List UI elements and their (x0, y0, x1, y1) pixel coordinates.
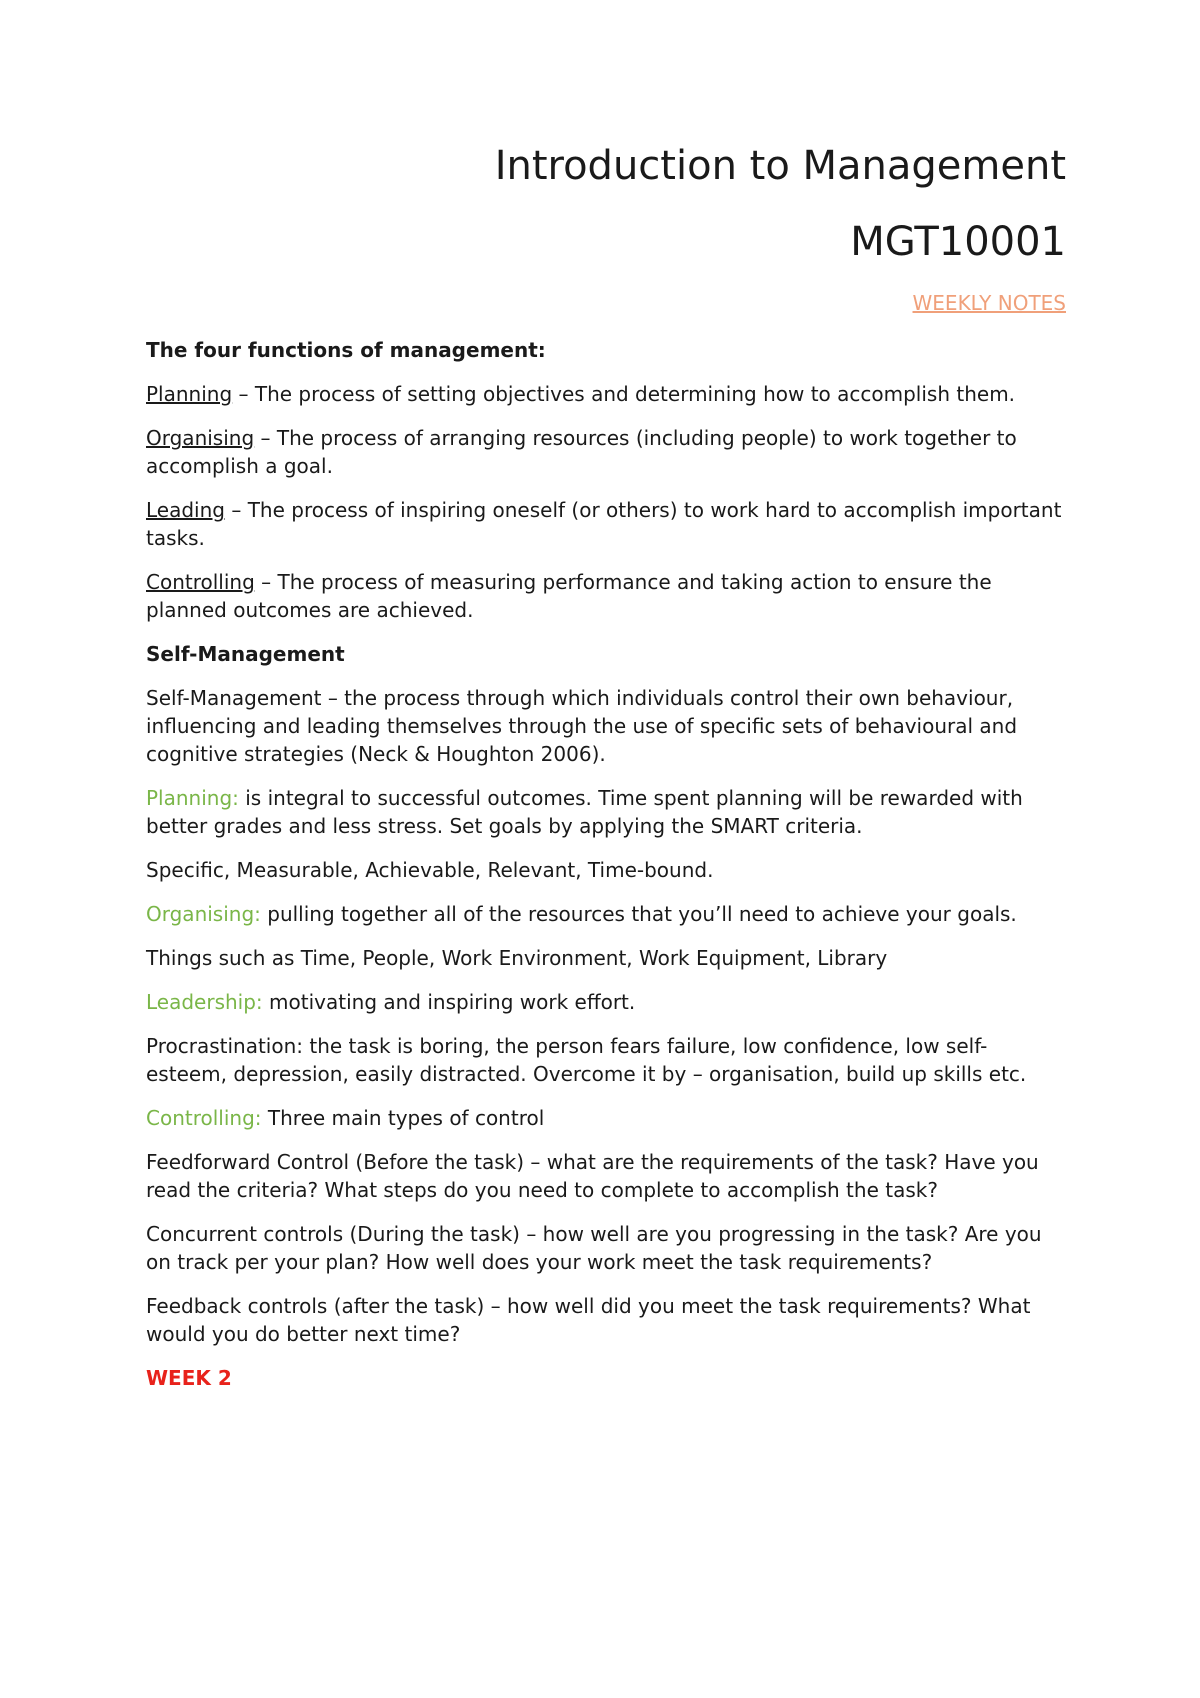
document-body (146, 336, 1066, 1408)
function-term: Planning (146, 382, 233, 406)
planning-text: is integral to successful outcomes. Time spent planning will be rewarded with better grades and less stress. Set goals by applying the SMART criteria. (146, 786, 1023, 838)
planning-label: Planning: (146, 786, 239, 810)
leadership-text: motivating and inspiring work effort. (262, 990, 636, 1014)
function-controlling (146, 568, 1066, 624)
function-text: – The process of setting objectives and determining how to accomplish them. (232, 382, 1016, 406)
organising-text: pulling together all of the resources that you’ll need to achieve your goals. (260, 902, 1017, 926)
organising-paragraph (146, 900, 1066, 928)
function-leading (146, 496, 1066, 552)
feedback-paragraph: Feedback controls (after the task) – how well did you meet the task requirements? What would you do better next time? (146, 1294, 1031, 1346)
function-term: Organising (146, 426, 255, 450)
course-code: MGT10001 (850, 219, 1066, 265)
function-text: – The process of arranging resources (including people) to work together to accomplish a goal. (146, 426, 1017, 478)
controlling-paragraph (146, 1104, 1066, 1132)
leadership-label: Leadership: (146, 990, 263, 1014)
function-planning (146, 380, 1066, 408)
week-heading: WEEK 2 (146, 1366, 232, 1390)
leadership-paragraph (146, 988, 1066, 1016)
function-text: – The process of inspiring oneself (or others) to work hard to accomplish important tasks. (146, 498, 1062, 550)
weekly-notes-link[interactable]: WEEKLY NOTES (912, 291, 1066, 315)
feedforward-paragraph: Feedforward Control (Before the task) – what are the requirements of the task? Have you read the criteria? What steps do you need to complete to accomplish the task? (146, 1150, 1039, 1202)
self-management-heading: Self-Management (146, 642, 345, 666)
procrastination-paragraph: Procrastination: the task is boring, the person fears failure, low confidence, low self-esteem, depression, easily distracted. Overcome it by – organisation, build up skills etc. (146, 1034, 1027, 1086)
organising-label: Organising: (146, 902, 261, 926)
function-term: Leading (146, 498, 225, 522)
function-organising (146, 424, 1066, 480)
controlling-text: Three main types of control (261, 1106, 545, 1130)
concurrent-paragraph: Concurrent controls (During the task) – how well are you progressing in the task? Are you on track per your plan? How well does your work meet the task requirements? (146, 1222, 1042, 1274)
function-text: – The process of measuring performance and taking action to ensure the planned outcomes are achieved. (146, 570, 992, 622)
self-management-definition: Self-Management – the process through which individuals control their own behaviour, influencing and leading themselves through the use of specific sets of behavioural and cognitive strategies (Neck & Houghton 2006). (146, 686, 1018, 766)
document-title: Introduction to Management (494, 143, 1066, 189)
planning-paragraph (146, 784, 1066, 840)
function-term: Controlling (146, 570, 255, 594)
controlling-label: Controlling: (146, 1106, 262, 1130)
resources-list: Things such as Time, People, Work Environment, Work Equipment, Library (146, 946, 888, 970)
smart-criteria: Specific, Measurable, Achievable, Relevant, Time-bound. (146, 858, 714, 882)
four-functions-heading: The four functions of management: (146, 338, 546, 362)
